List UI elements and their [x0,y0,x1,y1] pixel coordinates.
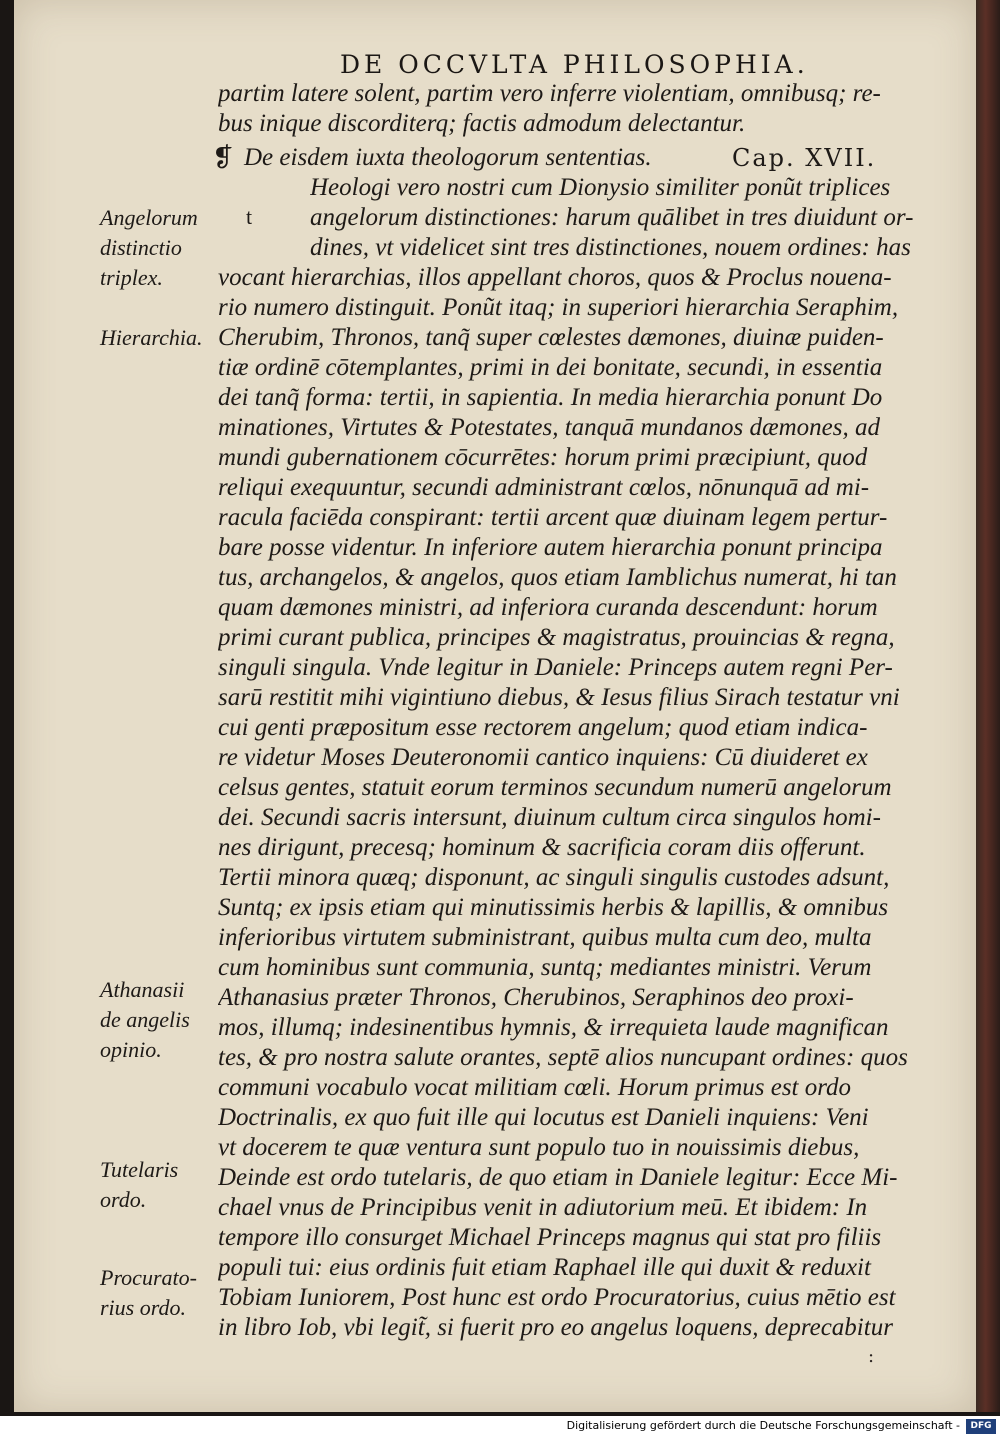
text-line: primi curant publica, principes & magistratus, prouincias & regna, [218,624,895,651]
footer-bar [0,1416,1000,1438]
text-line: Suntq; ex ipsis etiam qui minutissimis herbis & lapillis, & omnibus [218,894,889,921]
text-line: Doctrinalis, ex quo fuit ille qui locutus est Danieli inquiens: Veni [218,1104,869,1131]
text-line: quam dæmones ministri, ad inferiora curanda descendunt: horum [218,594,878,621]
text-line: tus, archangelos, & angelos, quos etiam Iamblichus numerat, hi tan [218,564,897,591]
text-line: bus inique discorditerq; factis admodum delectantur. [218,110,746,137]
text-line: sarū restitit mihi vigintiuno diebus, & Iesus filius Sirach testatur vni [218,684,900,711]
marginal-note: opinio. [100,1037,162,1062]
footer-credit: Digitalisierung gefördert durch die Deutsche Forschungsgemeinschaft - [566,1419,960,1432]
running-header: DE OCCVLTA PHILOSOPHIA. [340,50,809,79]
text-line: angelorum distinctiones: harum quālibet in tres diuidunt or- [310,204,914,231]
pilcrow-icon: ❡ [212,143,234,173]
marginal-note: ordo. [100,1187,147,1212]
text-line: dines, vt videlicet sint tres distinctiones, nouem ordines: has [310,234,911,261]
marginal-note: Tutelaris [100,1157,179,1182]
text-line: dei. Secundi sacris intersunt, diuinum cultum circa singulos homi- [218,804,881,831]
text-line: re videtur Moses Deuteronomii cantico inquiens: Cū diuideret ex [218,744,868,771]
text-line: inferioribus virtutem subministrant, quibus multa cum deo, multa [218,924,872,951]
text-line: nes dirigunt, precesq; hominum & sacrificia coram diis offerunt. [218,834,866,861]
text-line: Deinde est ordo tutelaris, de quo etiam in Daniele legitur: Ecce Mi- [218,1164,898,1191]
dfg-logo: DFG [966,1419,996,1434]
text-line: Tertii minora quæq; disponunt, ac singuli singulis custodes adsunt, [218,864,890,891]
text-line: Heologi vero nostri cum Dionysio similiter ponũt triplices [310,174,891,201]
text-line: racula faciēda conspirant: tertii arcent quæ diuinam legem pertur- [218,504,888,531]
marginal-note: de angelis [100,1007,190,1032]
corner-mark: : [868,1346,875,1367]
text-line: chael vnus de Principibus venit in adiutorium meū. Et ibidem: In [218,1194,868,1221]
text-line: tes, & pro nostra salute orantes, septē alios nuncupant ordines: quos [218,1044,908,1071]
text-line: cui genti præpositum esse rectorem angelum; quod etiam indica- [218,714,868,741]
text-line: minationes, Virtutes & Potestates, tanquā mundanos dæmones, ad [218,414,881,441]
book-edge [976,0,1000,1412]
text-line: bare posse videntur. In inferiore autem hierarchia ponunt principa [218,534,883,561]
text-line: singuli singula. Vnde legitur in Daniele: Princeps autem regni Per- [218,654,893,681]
text-line: Cherubim, Thronos, tanq̃ super cœlestes dæmones, diuinæ puiden- [218,324,884,351]
text-line: dei tanq̃ forma: tertii, in sapientia. In media hierarchia ponunt Do [218,384,883,411]
text-line: mos, illumq; indesinentibus hymnis, & irrequieta laude magnifican [218,1014,889,1041]
chapter-title: De eisdem iuxta theologorum sententias. [244,144,652,171]
marginal-note: rius ordo. [100,1295,186,1320]
marginal-note: Hierarchia. [100,325,203,350]
text-line: cum hominibus sunt communia, suntq; mediantes ministri. Verum [218,954,872,981]
text-line: mundi gubernationem cōcurrētes: horum primi præcipiunt, quod [218,444,868,471]
text-line: vt docerem te quæ ventura sunt populo tuo in nouissimis diebus, [218,1134,860,1161]
text-line: tiæ ordinē cōtemplantes, primi in dei bonitate, secundi, in essentia [218,354,883,381]
text-line: vocant hierarchias, illos appellant choros, quos & Proclus nouena- [218,264,892,291]
text-line: populi tui: eius ordinis fuit etiam Raphael ille qui duxit & reduxit [218,1254,871,1281]
text-line: Tobiam Iuniorem, Post hunc est ordo Procuratorius, cuius mētio est [218,1284,896,1311]
text-line: rio numero distinguit. Ponũt itaq; in superiori hierarchia Seraphim, [218,294,899,321]
marginal-note: Procurato- [100,1265,197,1290]
text-line: Athanasius præter Thronos, Cherubinos, Seraphinos deo proxi- [218,984,854,1011]
text-line: communi vocabulo vocat militiam cœli. Horum primus est ordo [218,1074,852,1101]
text-line: celsus gentes, statuit eorum terminos secundum numerū angelorum [218,774,892,801]
marginal-note: Athanasii [100,977,185,1002]
marginal-note: distinctio [100,235,182,260]
text-line: partim latere solent, partim vero inferre violentiam, omnibusq; re- [218,80,881,107]
text-line: in libro Iob, vbi legit̃, si fuerit pro eo angelus loquens, deprecabitur [218,1314,893,1341]
initial-letter: t [246,204,253,229]
marginal-note: Angelorum [100,205,198,230]
chapter-number: Cap. XVII. [732,144,877,172]
marginal-note: triplex. [100,265,163,290]
text-line: tempore illo consurget Michael Princeps magnus qui stat pro filiis [218,1224,882,1251]
text-line: reliqui exequuntur, secundi administrant cœlos, nōnunquā ad mi- [218,474,870,501]
